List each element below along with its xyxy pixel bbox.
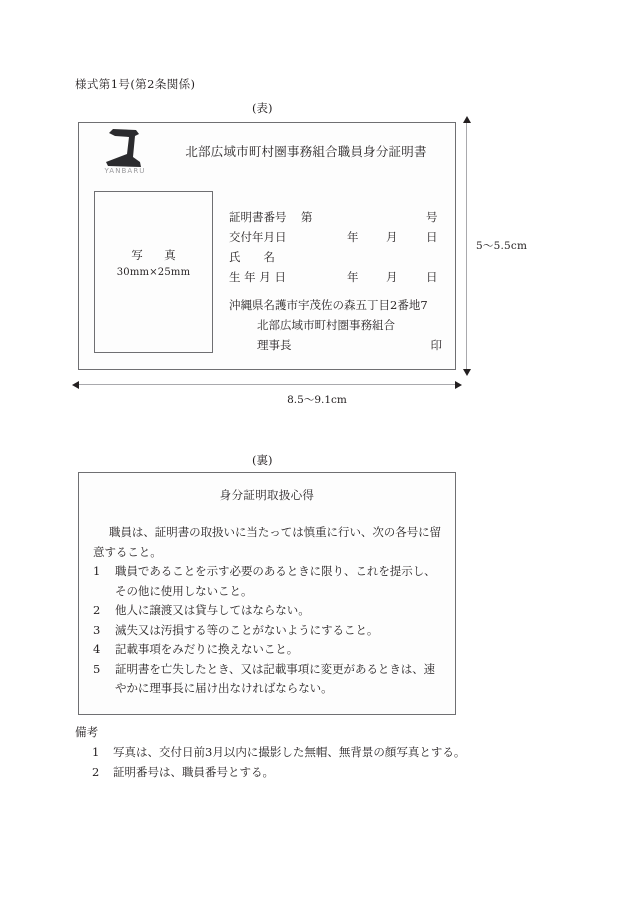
note-text: 証明番号は、職員番号とする。 [113, 765, 274, 779]
back-intro-paragraph: 職員は、証明書の取扱いに当たっては慎重に行い、次の各号に留意すること。 [93, 525, 442, 559]
photo-placeholder-box [94, 191, 213, 353]
back-rule-text: 他人に譲渡又は貸与してはならない。 [115, 603, 310, 617]
field-marker-month-birth: 月 [386, 270, 398, 284]
photo-label: 写 真 [131, 248, 181, 262]
card-fields [229, 209, 441, 289]
logo-wordmark: YANBARU [104, 167, 146, 175]
field-marker-year-birth: 年 [347, 270, 359, 284]
field-marker-dai: 第 [301, 210, 313, 224]
field-marker-gou: 号 [426, 210, 438, 224]
seal-marker: 印 [430, 338, 442, 352]
back-rule-text: 職員であることを示す必要のあるときに限り、これを提示し、その他に使用しないこと。 [115, 564, 436, 598]
id-card-front [78, 122, 456, 370]
field-marker-day-birth: 日 [426, 270, 438, 284]
width-dimension-label: 8.5〜9.1cm [287, 394, 347, 406]
note-item [75, 742, 495, 762]
width-dimension-arrow [78, 384, 456, 385]
field-row-name [229, 249, 441, 269]
yanbaru-kuina-logo-icon [100, 127, 150, 169]
front-side-caption: (表) [252, 101, 273, 115]
field-label-name: 氏 名 [229, 250, 275, 264]
back-rule-number: 2 [93, 603, 101, 617]
field-row-issue-date [229, 229, 441, 249]
note-number: 2 [92, 765, 100, 779]
back-rule-item [93, 621, 443, 641]
field-label-issue-date: 交付年月日 [229, 230, 287, 244]
back-rule-text: 証明書を亡失したとき、又は記載事項に変更があるときは、速やかに理事長に届け出なければならない。 [115, 661, 436, 695]
back-side-caption: (裏) [252, 453, 273, 467]
form-number-heading: 様式第1号(第2条関係) [75, 77, 196, 91]
card-title: 北部広域市町村圏事務組合職員身分証明書 [185, 144, 427, 159]
back-rule-item [93, 601, 443, 621]
id-card-back [78, 472, 456, 715]
back-rule-number: 3 [93, 622, 101, 637]
photo-caption [95, 247, 212, 278]
field-label-certificate-number: 証明書番号 [229, 210, 287, 224]
field-marker-year-issue: 年 [347, 230, 359, 244]
back-rule-number: 4 [93, 642, 101, 656]
note-number: 1 [92, 745, 100, 759]
photo-size-label: 30mm×25mm [116, 267, 191, 278]
note-text: 写真は、交付日前3月以内に撮影した無帽、無背景の顔写真とする。 [113, 745, 466, 759]
height-dimension-arrow [466, 122, 467, 370]
field-marker-day-issue: 日 [426, 230, 438, 244]
field-label-birth-date: 生 年 月 日 [229, 270, 286, 284]
back-rule-number: 5 [93, 661, 101, 676]
issuer-address: 沖縄県名護市宇茂佐の森五丁目2番地7 [229, 298, 428, 312]
field-row-certificate-number [229, 209, 441, 229]
notes-title: 備考 [75, 725, 99, 739]
issuer-organization: 北部広域市町村圏事務組合 [257, 318, 395, 332]
field-marker-month-issue: 月 [386, 230, 398, 244]
issuer-representative-line [229, 337, 441, 357]
field-row-birth-date [229, 269, 441, 289]
back-rule-text: 記載事項をみだりに換えないこと。 [115, 642, 299, 656]
back-rule-item [93, 660, 443, 699]
back-rule-item [93, 640, 443, 660]
back-rule-item [93, 562, 443, 601]
back-rule-text: 滅失又は汚損する等のことがないようにすること。 [115, 622, 379, 637]
notes-section [75, 722, 495, 782]
back-instructions [93, 523, 443, 699]
back-rule-number: 1 [93, 564, 101, 578]
organization-logo [87, 127, 163, 175]
issuer-block [229, 297, 441, 357]
note-item [75, 762, 495, 782]
height-dimension-label: 5〜5.5cm [476, 240, 528, 252]
issuer-representative-title: 理事長 [257, 338, 292, 352]
back-title: 身分証明取扱心得 [219, 488, 315, 502]
